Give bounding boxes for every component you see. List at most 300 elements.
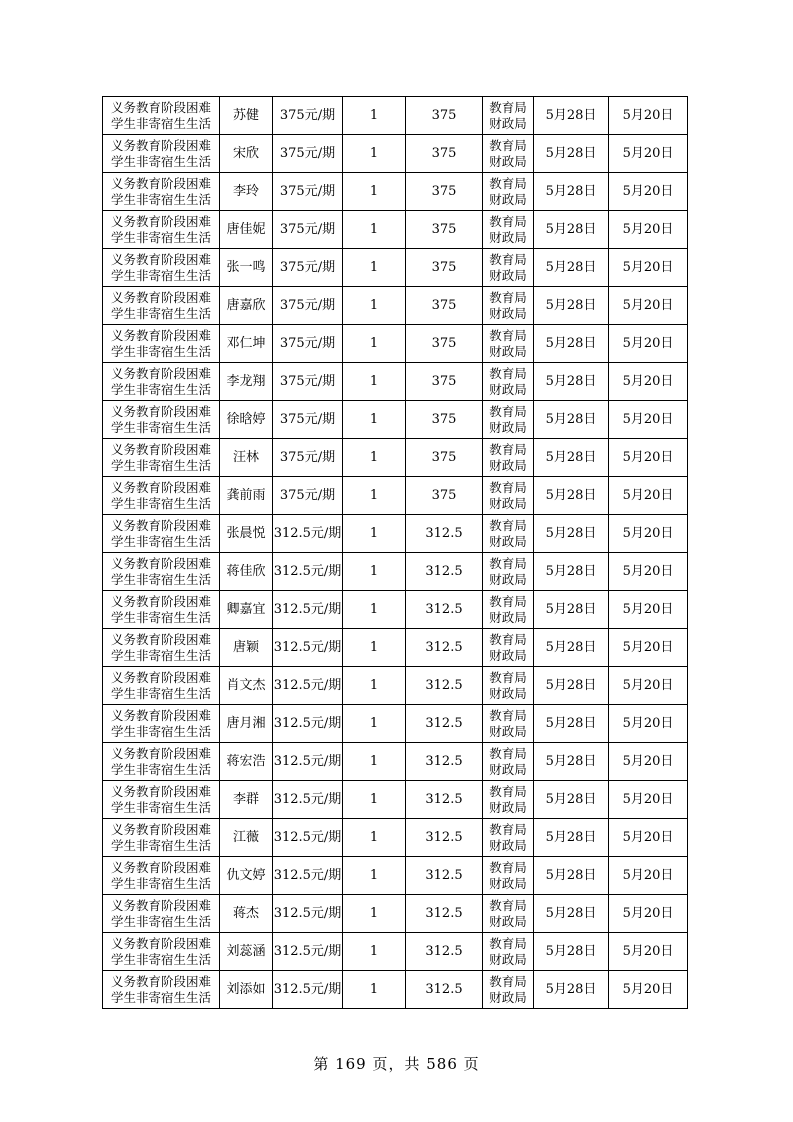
page-number-footer: 第 169 页，共 586 页 — [313, 1055, 480, 1073]
amount-cell: 375 — [406, 439, 483, 477]
date-cell-1: 5月28日 — [534, 249, 609, 287]
date-cell-2: 5月20日 — [609, 667, 688, 705]
item-line-2: 学生非寄宿生生活 — [110, 305, 211, 321]
quantity-cell: 1 — [343, 857, 406, 895]
table-row — [103, 705, 688, 743]
item-line-2: 学生非寄宿生生活 — [110, 115, 211, 131]
quantity-cell: 1 — [343, 173, 406, 211]
department-cell — [483, 553, 534, 591]
amount-cell: 375 — [406, 173, 483, 211]
item-line-2: 学生非寄宿生生活 — [110, 685, 211, 701]
item-cell — [103, 705, 220, 743]
department-cell — [483, 895, 534, 933]
amount-cell: 375 — [406, 211, 483, 249]
amount-cell: 312.5 — [406, 781, 483, 819]
table-row — [103, 895, 688, 933]
quantity-cell: 1 — [343, 439, 406, 477]
item-line-2: 学生非寄宿生生活 — [110, 647, 211, 663]
standard-cell: 312.5元/期 — [273, 933, 343, 971]
department-line-1: 教育局 — [489, 821, 527, 837]
department-line-2: 财政局 — [489, 533, 527, 549]
department-cell — [483, 97, 534, 135]
name-cell: 刘蕊涵 — [220, 933, 273, 971]
name-cell: 江薇 — [220, 819, 273, 857]
standard-cell: 312.5元/期 — [273, 819, 343, 857]
date-cell-1: 5月28日 — [534, 743, 609, 781]
table-row — [103, 591, 688, 629]
department-line-1: 教育局 — [489, 593, 527, 609]
department-line-1: 教育局 — [489, 897, 527, 913]
standard-cell: 312.5元/期 — [273, 629, 343, 667]
item-cell — [103, 857, 220, 895]
amount-cell: 375 — [406, 249, 483, 287]
department-line-2: 财政局 — [489, 495, 527, 511]
item-line-1: 义务教育阶段困难 — [110, 517, 211, 533]
name-cell: 肖文杰 — [220, 667, 273, 705]
department-cell — [483, 857, 534, 895]
item-line-1: 义务教育阶段困难 — [110, 935, 211, 951]
department-line-1: 教育局 — [489, 137, 527, 153]
item-line-1: 义务教育阶段困难 — [110, 213, 211, 229]
department-cell — [483, 135, 534, 173]
amount-cell: 312.5 — [406, 591, 483, 629]
amount-cell: 375 — [406, 135, 483, 173]
name-cell: 邓仁坤 — [220, 325, 273, 363]
quantity-cell: 1 — [343, 895, 406, 933]
date-cell-2: 5月20日 — [609, 933, 688, 971]
item-line-2: 学生非寄宿生生活 — [110, 799, 211, 815]
date-cell-1: 5月28日 — [534, 971, 609, 1009]
department-line-1: 教育局 — [489, 213, 527, 229]
standard-cell: 375元/期 — [273, 439, 343, 477]
item-cell — [103, 401, 220, 439]
department-line-1: 教育局 — [489, 479, 527, 495]
date-cell-1: 5月28日 — [534, 515, 609, 553]
date-cell-1: 5月28日 — [534, 705, 609, 743]
quantity-cell: 1 — [343, 743, 406, 781]
table-row — [103, 173, 688, 211]
department-cell — [483, 743, 534, 781]
item-cell — [103, 515, 220, 553]
date-cell-1: 5月28日 — [534, 819, 609, 857]
item-line-1: 义务教育阶段困难 — [110, 175, 211, 191]
date-cell-1: 5月28日 — [534, 477, 609, 515]
department-line-2: 财政局 — [489, 267, 527, 283]
department-cell — [483, 629, 534, 667]
department-line-1: 教育局 — [489, 517, 527, 533]
item-line-1: 义务教育阶段困难 — [110, 745, 211, 761]
item-line-2: 学生非寄宿生生活 — [110, 875, 211, 891]
table-row — [103, 515, 688, 553]
amount-cell: 312.5 — [406, 895, 483, 933]
date-cell-2: 5月20日 — [609, 477, 688, 515]
standard-cell: 375元/期 — [273, 287, 343, 325]
name-cell: 唐嘉欣 — [220, 287, 273, 325]
table-row — [103, 249, 688, 287]
amount-cell: 312.5 — [406, 971, 483, 1009]
item-line-1: 义务教育阶段困难 — [110, 707, 211, 723]
date-cell-2: 5月20日 — [609, 97, 688, 135]
department-line-2: 财政局 — [489, 989, 527, 1005]
department-cell — [483, 819, 534, 857]
date-cell-1: 5月28日 — [534, 363, 609, 401]
item-cell — [103, 591, 220, 629]
table-row — [103, 477, 688, 515]
table-row — [103, 211, 688, 249]
table-row — [103, 135, 688, 173]
item-line-2: 学生非寄宿生生活 — [110, 837, 211, 853]
department-line-2: 财政局 — [489, 913, 527, 929]
date-cell-1: 5月28日 — [534, 97, 609, 135]
item-cell — [103, 629, 220, 667]
department-line-1: 教育局 — [489, 327, 527, 343]
standard-cell: 375元/期 — [273, 325, 343, 363]
item-line-1: 义务教育阶段困难 — [110, 441, 211, 457]
item-cell — [103, 135, 220, 173]
item-cell — [103, 439, 220, 477]
table-row — [103, 629, 688, 667]
amount-cell: 312.5 — [406, 629, 483, 667]
department-line-2: 财政局 — [489, 951, 527, 967]
table-row — [103, 401, 688, 439]
department-line-1: 教育局 — [489, 555, 527, 571]
table-row — [103, 363, 688, 401]
quantity-cell: 1 — [343, 287, 406, 325]
table-row — [103, 819, 688, 857]
standard-cell: 312.5元/期 — [273, 971, 343, 1009]
date-cell-2: 5月20日 — [609, 553, 688, 591]
date-cell-2: 5月20日 — [609, 819, 688, 857]
quantity-cell: 1 — [343, 971, 406, 1009]
item-line-1: 义务教育阶段困难 — [110, 99, 211, 115]
table-row — [103, 97, 688, 135]
item-line-1: 义务教育阶段困难 — [110, 289, 211, 305]
date-cell-1: 5月28日 — [534, 857, 609, 895]
date-cell-2: 5月20日 — [609, 211, 688, 249]
standard-cell: 312.5元/期 — [273, 705, 343, 743]
item-line-2: 学生非寄宿生生活 — [110, 343, 211, 359]
item-line-2: 学生非寄宿生生活 — [110, 723, 211, 739]
item-line-2: 学生非寄宿生生活 — [110, 989, 211, 1005]
department-line-2: 财政局 — [489, 647, 527, 663]
date-cell-1: 5月28日 — [534, 781, 609, 819]
standard-cell: 312.5元/期 — [273, 553, 343, 591]
department-line-2: 财政局 — [489, 305, 527, 321]
quantity-cell: 1 — [343, 667, 406, 705]
department-line-1: 教育局 — [489, 707, 527, 723]
name-cell: 李玲 — [220, 173, 273, 211]
amount-cell: 312.5 — [406, 553, 483, 591]
amount-cell: 375 — [406, 401, 483, 439]
department-line-2: 财政局 — [489, 799, 527, 815]
name-cell: 刘添如 — [220, 971, 273, 1009]
date-cell-2: 5月20日 — [609, 629, 688, 667]
department-line-2: 财政局 — [489, 381, 527, 397]
department-cell — [483, 211, 534, 249]
amount-cell: 312.5 — [406, 933, 483, 971]
standard-cell: 375元/期 — [273, 135, 343, 173]
item-line-2: 学生非寄宿生生活 — [110, 913, 211, 929]
table-row — [103, 439, 688, 477]
quantity-cell: 1 — [343, 591, 406, 629]
department-line-2: 财政局 — [489, 609, 527, 625]
date-cell-1: 5月28日 — [534, 933, 609, 971]
item-line-1: 义务教育阶段困难 — [110, 555, 211, 571]
item-line-2: 学生非寄宿生生活 — [110, 609, 211, 625]
date-cell-1: 5月28日 — [534, 667, 609, 705]
quantity-cell: 1 — [343, 97, 406, 135]
amount-cell: 312.5 — [406, 705, 483, 743]
date-cell-2: 5月20日 — [609, 515, 688, 553]
item-line-2: 学生非寄宿生生活 — [110, 533, 211, 549]
date-cell-2: 5月20日 — [609, 705, 688, 743]
department-cell — [483, 933, 534, 971]
name-cell: 汪林 — [220, 439, 273, 477]
item-cell — [103, 667, 220, 705]
quantity-cell: 1 — [343, 781, 406, 819]
name-cell: 唐佳妮 — [220, 211, 273, 249]
department-line-1: 教育局 — [489, 403, 527, 419]
department-cell — [483, 667, 534, 705]
item-cell — [103, 249, 220, 287]
department-line-2: 财政局 — [489, 761, 527, 777]
standard-cell: 312.5元/期 — [273, 667, 343, 705]
name-cell: 苏健 — [220, 97, 273, 135]
item-cell — [103, 933, 220, 971]
item-cell — [103, 819, 220, 857]
name-cell: 龚前雨 — [220, 477, 273, 515]
date-cell-1: 5月28日 — [534, 173, 609, 211]
standard-cell: 375元/期 — [273, 477, 343, 515]
item-cell — [103, 211, 220, 249]
amount-cell: 375 — [406, 287, 483, 325]
item-line-2: 学生非寄宿生生活 — [110, 571, 211, 587]
subsidy-table — [102, 96, 688, 1009]
item-line-2: 学生非寄宿生生活 — [110, 381, 211, 397]
department-cell — [483, 325, 534, 363]
department-line-1: 教育局 — [489, 441, 527, 457]
quantity-cell: 1 — [343, 933, 406, 971]
date-cell-1: 5月28日 — [534, 591, 609, 629]
name-cell: 唐颖 — [220, 629, 273, 667]
item-line-1: 义务教育阶段困难 — [110, 897, 211, 913]
item-line-2: 学生非寄宿生生活 — [110, 951, 211, 967]
quantity-cell: 1 — [343, 135, 406, 173]
date-cell-2: 5月20日 — [609, 401, 688, 439]
department-line-1: 教育局 — [489, 859, 527, 875]
item-line-2: 学生非寄宿生生活 — [110, 761, 211, 777]
date-cell-1: 5月28日 — [534, 553, 609, 591]
item-line-1: 义务教育阶段困难 — [110, 251, 211, 267]
table-row — [103, 667, 688, 705]
quantity-cell: 1 — [343, 211, 406, 249]
table-row — [103, 781, 688, 819]
item-line-1: 义务教育阶段困难 — [110, 631, 211, 647]
department-line-1: 教育局 — [489, 175, 527, 191]
department-line-1: 教育局 — [489, 669, 527, 685]
quantity-cell: 1 — [343, 705, 406, 743]
department-cell — [483, 173, 534, 211]
amount-cell: 375 — [406, 97, 483, 135]
standard-cell: 312.5元/期 — [273, 515, 343, 553]
quantity-cell: 1 — [343, 515, 406, 553]
item-line-1: 义务教育阶段困难 — [110, 479, 211, 495]
department-line-1: 教育局 — [489, 783, 527, 799]
item-line-1: 义务教育阶段困难 — [110, 403, 211, 419]
department-line-2: 财政局 — [489, 457, 527, 473]
standard-cell: 375元/期 — [273, 97, 343, 135]
department-line-2: 财政局 — [489, 419, 527, 435]
department-cell — [483, 705, 534, 743]
item-line-1: 义务教育阶段困难 — [110, 365, 211, 381]
item-cell — [103, 553, 220, 591]
item-line-2: 学生非寄宿生生活 — [110, 229, 211, 245]
date-cell-2: 5月20日 — [609, 173, 688, 211]
quantity-cell: 1 — [343, 363, 406, 401]
item-cell — [103, 97, 220, 135]
amount-cell: 312.5 — [406, 515, 483, 553]
standard-cell: 312.5元/期 — [273, 895, 343, 933]
quantity-cell: 1 — [343, 401, 406, 439]
item-cell — [103, 895, 220, 933]
name-cell: 仇文婷 — [220, 857, 273, 895]
name-cell: 李群 — [220, 781, 273, 819]
quantity-cell: 1 — [343, 629, 406, 667]
department-line-1: 教育局 — [489, 251, 527, 267]
amount-cell: 312.5 — [406, 667, 483, 705]
department-line-2: 财政局 — [489, 571, 527, 587]
date-cell-1: 5月28日 — [534, 439, 609, 477]
date-cell-2: 5月20日 — [609, 857, 688, 895]
name-cell: 蒋宏浩 — [220, 743, 273, 781]
standard-cell: 375元/期 — [273, 401, 343, 439]
date-cell-1: 5月28日 — [534, 895, 609, 933]
item-cell — [103, 363, 220, 401]
department-cell — [483, 971, 534, 1009]
item-line-2: 学生非寄宿生生活 — [110, 419, 211, 435]
table-row — [103, 857, 688, 895]
item-line-1: 义务教育阶段困难 — [110, 137, 211, 153]
table-body — [103, 97, 688, 1009]
department-line-2: 财政局 — [489, 685, 527, 701]
date-cell-2: 5月20日 — [609, 971, 688, 1009]
quantity-cell: 1 — [343, 325, 406, 363]
standard-cell: 375元/期 — [273, 211, 343, 249]
date-cell-2: 5月20日 — [609, 249, 688, 287]
department-line-2: 财政局 — [489, 115, 527, 131]
item-line-1: 义务教育阶段困难 — [110, 327, 211, 343]
name-cell: 李龙翔 — [220, 363, 273, 401]
name-cell: 张晨悦 — [220, 515, 273, 553]
department-cell — [483, 249, 534, 287]
amount-cell: 375 — [406, 477, 483, 515]
item-line-1: 义务教育阶段困难 — [110, 859, 211, 875]
item-line-1: 义务教育阶段困难 — [110, 973, 211, 989]
amount-cell: 312.5 — [406, 857, 483, 895]
standard-cell: 375元/期 — [273, 249, 343, 287]
department-cell — [483, 287, 534, 325]
department-line-2: 财政局 — [489, 191, 527, 207]
table-row — [103, 933, 688, 971]
table-row — [103, 287, 688, 325]
date-cell-2: 5月20日 — [609, 325, 688, 363]
item-cell — [103, 971, 220, 1009]
table-row — [103, 971, 688, 1009]
standard-cell: 312.5元/期 — [273, 591, 343, 629]
name-cell: 蒋杰 — [220, 895, 273, 933]
date-cell-1: 5月28日 — [534, 287, 609, 325]
date-cell-2: 5月20日 — [609, 743, 688, 781]
item-line-2: 学生非寄宿生生活 — [110, 191, 211, 207]
table-row — [103, 325, 688, 363]
item-line-2: 学生非寄宿生生活 — [110, 495, 211, 511]
quantity-cell: 1 — [343, 819, 406, 857]
department-line-1: 教育局 — [489, 631, 527, 647]
department-line-1: 教育局 — [489, 99, 527, 115]
item-cell — [103, 325, 220, 363]
item-cell — [103, 743, 220, 781]
date-cell-1: 5月28日 — [534, 325, 609, 363]
table-row — [103, 743, 688, 781]
date-cell-1: 5月28日 — [534, 135, 609, 173]
amount-cell: 312.5 — [406, 743, 483, 781]
date-cell-2: 5月20日 — [609, 895, 688, 933]
standard-cell: 312.5元/期 — [273, 857, 343, 895]
name-cell: 卿嘉宜 — [220, 591, 273, 629]
department-line-2: 财政局 — [489, 229, 527, 245]
standard-cell: 312.5元/期 — [273, 781, 343, 819]
department-line-2: 财政局 — [489, 343, 527, 359]
department-line-1: 教育局 — [489, 289, 527, 305]
amount-cell: 312.5 — [406, 819, 483, 857]
date-cell-2: 5月20日 — [609, 287, 688, 325]
amount-cell: 375 — [406, 363, 483, 401]
quantity-cell: 1 — [343, 477, 406, 515]
name-cell: 唐月湘 — [220, 705, 273, 743]
standard-cell: 375元/期 — [273, 363, 343, 401]
item-line-2: 学生非寄宿生生活 — [110, 457, 211, 473]
item-cell — [103, 781, 220, 819]
date-cell-1: 5月28日 — [534, 211, 609, 249]
standard-cell: 312.5元/期 — [273, 743, 343, 781]
date-cell-2: 5月20日 — [609, 591, 688, 629]
department-line-1: 教育局 — [489, 973, 527, 989]
quantity-cell: 1 — [343, 553, 406, 591]
quantity-cell: 1 — [343, 249, 406, 287]
item-cell — [103, 287, 220, 325]
name-cell: 宋欣 — [220, 135, 273, 173]
department-line-1: 教育局 — [489, 365, 527, 381]
department-line-1: 教育局 — [489, 935, 527, 951]
standard-cell: 375元/期 — [273, 173, 343, 211]
department-line-2: 财政局 — [489, 153, 527, 169]
department-cell — [483, 515, 534, 553]
name-cell: 徐晗婷 — [220, 401, 273, 439]
table-row — [103, 553, 688, 591]
item-line-2: 学生非寄宿生生活 — [110, 153, 211, 169]
department-cell — [483, 781, 534, 819]
date-cell-2: 5月20日 — [609, 781, 688, 819]
name-cell: 张一鸣 — [220, 249, 273, 287]
date-cell-2: 5月20日 — [609, 363, 688, 401]
department-cell — [483, 363, 534, 401]
department-line-1: 教育局 — [489, 745, 527, 761]
date-cell-2: 5月20日 — [609, 135, 688, 173]
department-line-2: 财政局 — [489, 723, 527, 739]
department-line-2: 财政局 — [489, 837, 527, 853]
department-cell — [483, 439, 534, 477]
department-cell — [483, 477, 534, 515]
